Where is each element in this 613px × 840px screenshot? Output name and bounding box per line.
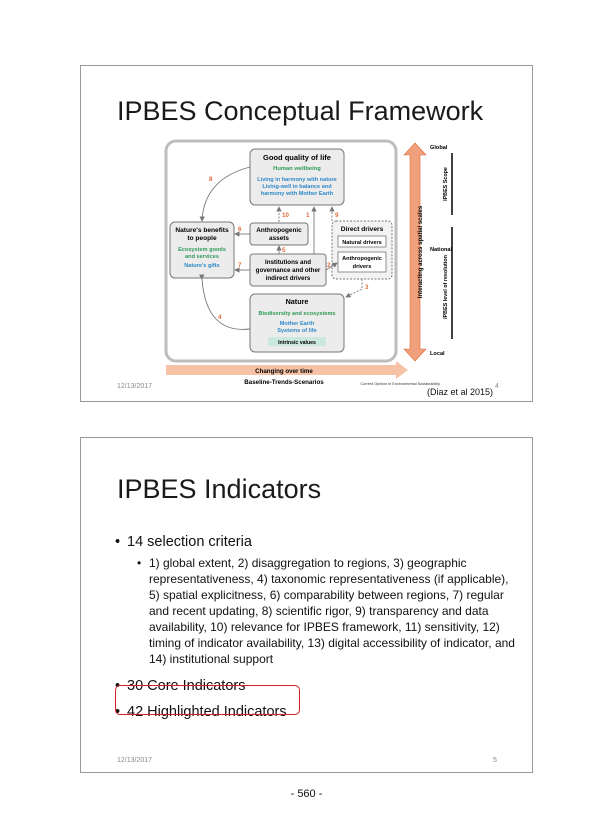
journal-credit: Current Opinion in Environmental Sustainability	[360, 382, 440, 386]
sub-bullet-criteria-list: • 1) global extent, 2) disaggregation to regions, 3) geographic representativeness, 4) taxonomic representativeness (if applicable), 5) spatial explicitness, 6) comparability between regions, 7) regular and recent updating, 8) scientific rigor, 9) transparency and data availability, 10) relevance for IPBES framework, 11) sensitivity, 12) timing of indicator availability, 13) digital accessibility of indicator, and 14) institutional support	[115, 555, 515, 667]
ipbes-framework-diagram	[164, 139, 534, 404]
good-quality-sub2: Living in harmony with nature	[257, 177, 337, 183]
institutions-line3: indirect drivers	[265, 275, 311, 282]
link-number-8: 8	[209, 176, 213, 183]
link-number-5: 5	[282, 247, 286, 254]
good-quality-title: Good quality of life	[263, 153, 331, 162]
link-number-9: 9	[335, 212, 339, 219]
institutions-line2: governance and other	[255, 267, 321, 274]
nature-sub1: Biodiversity and ecosystems	[258, 311, 336, 317]
scale-vertical-label: Interacting across spatial scales	[418, 205, 424, 299]
link-number-3: 3	[365, 284, 369, 291]
link-number-4: 4	[218, 314, 222, 321]
intrinsic-values-label: Intrinsic values	[278, 340, 316, 346]
natures-benefits-title1: Nature's benefits	[175, 227, 229, 234]
natures-benefits-title2: to people	[187, 235, 217, 242]
slide-indicators	[80, 437, 533, 773]
link-number-6: 6	[238, 226, 242, 233]
bullet-selection-criteria: • 14 selection criteria	[115, 533, 515, 551]
link-number-10: 10	[282, 212, 289, 219]
scale-global: Global	[430, 145, 448, 151]
natures-benefits-sub2: and services	[185, 254, 219, 260]
anthropogenic-assets-line2: assets	[269, 235, 289, 242]
nature-sub3: Systems of life	[277, 328, 317, 334]
core-indicators-highlight	[115, 685, 300, 715]
direct-drivers-title: Direct drivers	[340, 226, 384, 233]
natures-benefits-sub3: Nature's gifts	[184, 263, 220, 269]
slide-date: 12/13/2017	[117, 757, 153, 764]
time-baseline-label: Baseline-Trends-Scenarios	[244, 379, 324, 386]
link-number-1: 1	[306, 212, 310, 219]
good-quality-sub3: Living-well in balance and	[262, 184, 332, 190]
slide-number: 4	[495, 383, 499, 390]
slide-date: 12/13/2017	[117, 383, 153, 390]
anthropogenic-drivers-line1: Anthropogenic	[342, 256, 382, 262]
ipbes-scope-label: IPBES Scope	[443, 167, 449, 201]
good-quality-sub4: harmony with Mother Earth	[260, 191, 334, 197]
bullet-core-indicators: • 30 Core Indicators	[115, 677, 515, 695]
slide-conceptual-framework	[80, 65, 533, 402]
slide-number: 5	[493, 757, 497, 764]
institutions-line1: Institutions and	[264, 259, 312, 266]
nature-sub2: Mother Earth	[279, 321, 315, 327]
link-number-7: 7	[238, 262, 242, 269]
slide-title: IPBES Conceptual Framework	[117, 96, 484, 126]
link-number-2: 2	[327, 262, 331, 269]
ipbes-resolution-label: IPBES level of resolution	[443, 255, 449, 319]
scale-local: Local	[430, 351, 445, 357]
citation: (Diaz et al 2015)	[427, 387, 494, 397]
anthropogenic-drivers-line2: drivers	[352, 264, 372, 270]
natures-benefits-sub1: Ecosystem goods	[178, 247, 226, 253]
time-changing-label: Changing over time	[255, 368, 313, 375]
nature-title: Nature	[285, 297, 309, 306]
slide-title: IPBES Indicators	[117, 474, 322, 504]
bullet-highlighted-indicators: • 42 Highlighted Indicators	[115, 703, 515, 721]
natural-drivers-label: Natural drivers	[342, 240, 382, 246]
good-quality-sub1: Human wellbeing	[273, 166, 321, 172]
scale-national: National	[430, 247, 453, 253]
anthropogenic-assets-line1: Anthropogenic	[256, 227, 302, 234]
page-number: - 560 -	[290, 788, 323, 800]
